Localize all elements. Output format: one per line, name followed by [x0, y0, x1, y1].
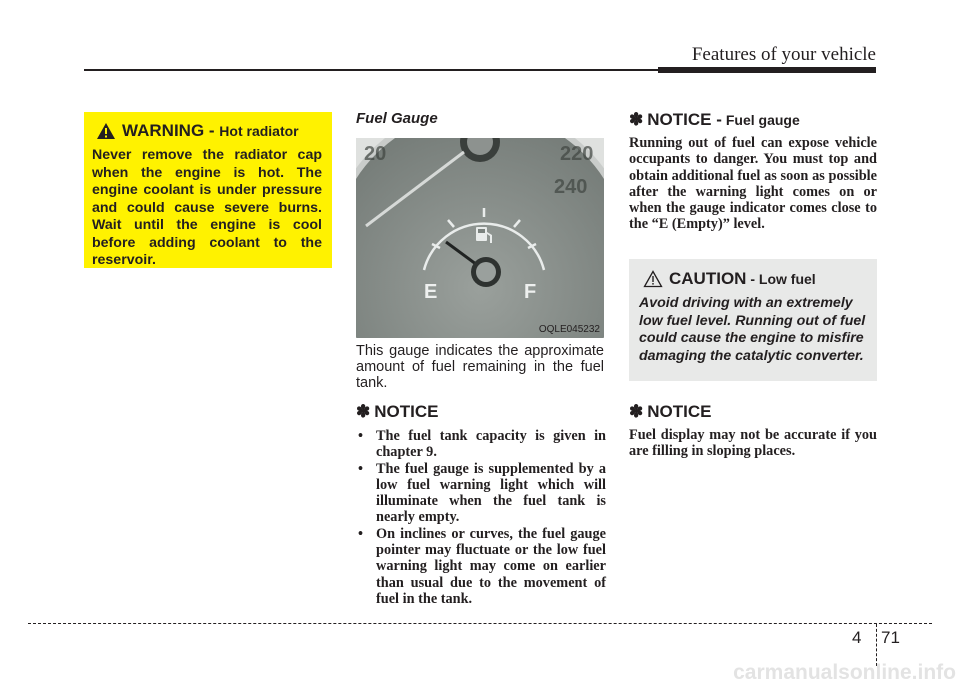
caution-triangle-icon	[643, 270, 663, 288]
fuel-gauge-figure	[356, 138, 604, 338]
header-rule	[84, 69, 658, 71]
dial-label-220: 220	[560, 143, 594, 165]
notice-star-icon: ✽	[356, 402, 371, 421]
notice-star-icon: ✽	[629, 110, 644, 129]
warning-label: WARNING -	[122, 121, 220, 140]
notice-list-item: • On inclines or curves, the fuel gauge pointer may fluctuate or the low fuel warning light may come on earlier than usual due to the movement of fuel in the tank.	[356, 526, 606, 607]
dial-label-20: 20	[364, 143, 387, 165]
notice-fuel-gauge-body: Running out of fuel can expose vehicle occupants to danger. You must top and obtain additional fuel as soon as possible after the warning light comes on or when the gauge indicator comes close to the “E (Empty)” level.	[629, 135, 877, 233]
fuel-full-label: F	[524, 281, 537, 303]
notice-title: NOTICE -	[647, 110, 722, 129]
fuel-empty-label: E	[424, 281, 438, 303]
footer-divider	[28, 623, 932, 624]
notice-list-item: • The fuel tank capacity is given in chapter 9.	[356, 428, 606, 461]
notice-fuel-gauge-heading	[629, 110, 800, 130]
warning-box	[84, 112, 332, 268]
figure-id: OQLE045232	[538, 324, 600, 335]
notice-body: Fuel display may not be accurate if you are filling in sloping places.	[629, 427, 877, 460]
watermark: carmanualsonline.info	[733, 661, 956, 684]
notice-heading	[356, 402, 438, 422]
notice-subject: Fuel gauge	[725, 112, 800, 128]
page-header-title: Features of your vehicle	[691, 44, 876, 65]
notice-title: NOTICE	[647, 402, 712, 421]
notice-list	[356, 428, 606, 607]
page-number: 71	[881, 628, 900, 647]
warning-subject: Hot radiator	[219, 123, 299, 139]
warning-triangle-icon	[96, 122, 116, 140]
warning-heading	[96, 121, 322, 141]
section-number: 4	[852, 628, 862, 647]
dial-label-240: 240	[554, 176, 588, 198]
notice-title: NOTICE	[374, 402, 439, 421]
caution-body: Avoid driving with an extremely low fuel level. Running out of fuel could cause the engine to misfire damaging the catalytic converter.	[639, 295, 866, 364]
caution-label: CAUTION	[669, 269, 747, 288]
footer-vertical-divider	[876, 624, 877, 666]
notice-heading-2	[629, 402, 711, 422]
caution-box	[629, 259, 877, 381]
warning-body: Never remove the radiator cap when the engine is hot. The engine coolant is under pressure and could cause severe burns. Wait until the engine is cool before adding coolant to the reservoir.	[92, 147, 322, 268]
header-rule-bold	[658, 67, 876, 73]
caution-heading	[643, 269, 867, 289]
caution-subject: - Low fuel	[746, 271, 816, 287]
fuel-gauge-heading: Fuel Gauge	[356, 110, 438, 127]
notice-star-icon: ✽	[629, 402, 644, 421]
notice-list-item: • The fuel gauge is supplemented by a low fuel warning light which will illuminate when the fuel tank is nearly empty.	[356, 461, 606, 526]
fuel-gauge-illustration	[356, 138, 604, 338]
fuel-gauge-description: This gauge indicates the approximate amount of fuel remaining in the fuel tank.	[356, 343, 604, 391]
